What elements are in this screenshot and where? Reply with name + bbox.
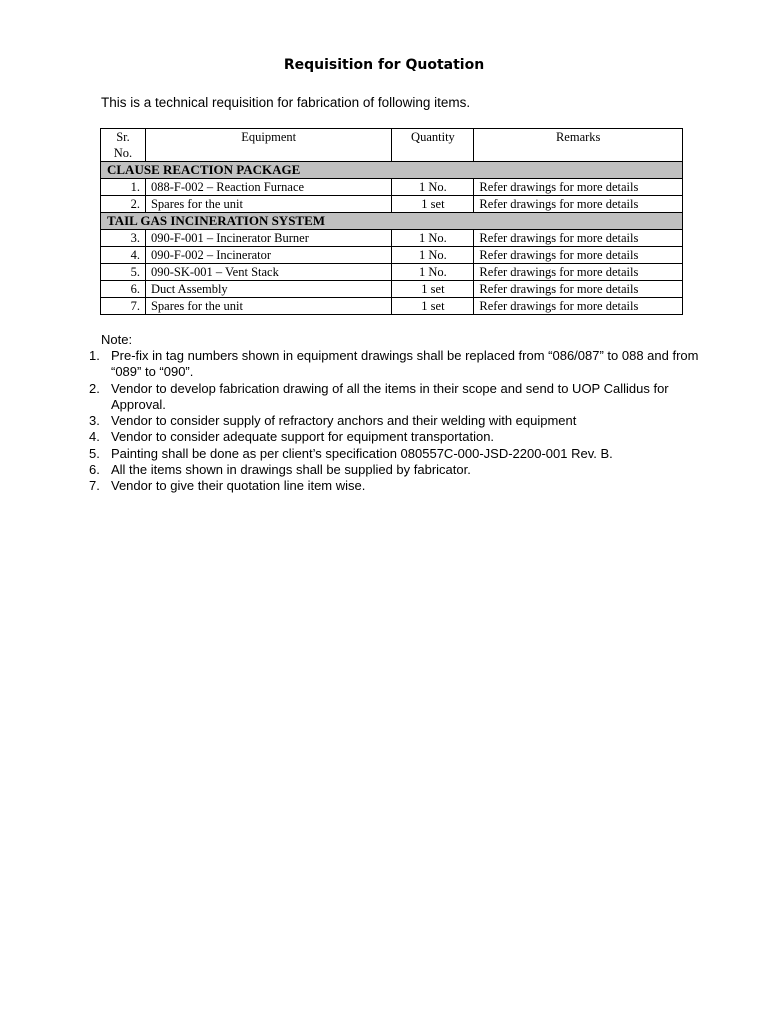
- note-number: 3.: [89, 413, 100, 429]
- cell-equipment: Spares for the unit: [145, 196, 392, 213]
- note-number: 4.: [89, 429, 100, 445]
- list-item: [89, 413, 699, 429]
- header-remarks: Remarks: [474, 129, 683, 162]
- document-title: Requisition for Quotation: [283, 57, 485, 73]
- cell-quantity: 1 set: [392, 281, 474, 298]
- table-header-row: [101, 129, 683, 162]
- cell-quantity: 1 No.: [392, 247, 474, 264]
- section-row: [101, 213, 683, 230]
- note-text: Painting shall be done as per client’s specification 080557C-000-JSD-2200-001 Rev. B.: [111, 445, 613, 461]
- cell-quantity: 1 No.: [392, 179, 474, 196]
- note-number: 2.: [89, 380, 100, 396]
- note-text: Vendor to consider supply of refractory anchors and their welding with equipment: [111, 413, 577, 429]
- header-quantity: Quantity: [392, 129, 474, 162]
- section-row: [101, 162, 683, 179]
- list-item: [89, 429, 699, 445]
- cell-sr: 4.: [101, 247, 146, 264]
- note-text: All the items shown in drawings shall be supplied by fabricator.: [111, 462, 471, 478]
- cell-equipment: 088-F-002 – Reaction Furnace: [145, 179, 392, 196]
- cell-sr: 2.: [101, 196, 146, 213]
- requisition-table: [100, 128, 683, 315]
- table-row: [101, 298, 683, 315]
- cell-quantity: 1 set: [392, 196, 474, 213]
- list-item: [89, 381, 699, 414]
- note-text: Vendor to consider adequate support for equipment transportation.: [111, 429, 495, 445]
- table-row: [101, 281, 683, 298]
- cell-remarks: Refer drawings for more details: [474, 179, 683, 196]
- cell-sr: 1.: [101, 179, 146, 196]
- cell-equipment: 090-F-001 – Incinerator Burner: [145, 230, 392, 247]
- note-text: Vendor to give their quotation line item wise.: [111, 478, 366, 494]
- notes-list: [89, 348, 699, 495]
- intro-text: This is a technical requisition for fabrication of following items.: [101, 95, 471, 110]
- cell-sr: 3.: [101, 230, 146, 247]
- note-label: Note:: [101, 332, 133, 347]
- note-text: Vendor to develop fabrication drawing of all the items in their scope and send to UOP Callidus for Approval.: [111, 380, 669, 412]
- cell-equipment: 090-SK-001 – Vent Stack: [145, 264, 392, 281]
- section-title: TAIL GAS INCINERATION SYSTEM: [101, 213, 683, 230]
- table-row: [101, 230, 683, 247]
- note-number: 1.: [89, 348, 100, 363]
- table-row: [101, 196, 683, 213]
- cell-remarks: Refer drawings for more details: [474, 247, 683, 264]
- cell-quantity: 1 No.: [392, 230, 474, 247]
- cell-equipment: 090-F-002 – Incinerator: [145, 247, 392, 264]
- table-row: [101, 247, 683, 264]
- table-row: [101, 264, 683, 281]
- list-item: [89, 348, 699, 381]
- header-equipment: Equipment: [145, 129, 392, 162]
- note-number: 7.: [89, 478, 100, 494]
- cell-quantity: 1 No.: [392, 264, 474, 281]
- list-item: [89, 478, 699, 494]
- note-number: 6.: [89, 462, 100, 478]
- section-title: CLAUSE REACTION PACKAGE: [101, 162, 683, 179]
- cell-remarks: Refer drawings for more details: [474, 264, 683, 281]
- cell-equipment: Spares for the unit: [145, 298, 392, 315]
- cell-remarks: Refer drawings for more details: [474, 298, 683, 315]
- cell-quantity: 1 set: [392, 298, 474, 315]
- note-number: 5.: [89, 445, 100, 461]
- header-sr-no: Sr. No.: [101, 129, 146, 162]
- cell-sr: 7.: [101, 298, 146, 315]
- cell-sr: 6.: [101, 281, 146, 298]
- list-item: [89, 462, 699, 478]
- cell-sr: 5.: [101, 264, 146, 281]
- cell-remarks: Refer drawings for more details: [474, 230, 683, 247]
- cell-remarks: Refer drawings for more details: [474, 196, 683, 213]
- table-row: [101, 179, 683, 196]
- note-text: Pre-fix in tag numbers shown in equipment drawings shall be replaced from “086/087” to 088 and from “089” to “090”.: [111, 348, 699, 380]
- cell-remarks: Refer drawings for more details: [474, 281, 683, 298]
- list-item: [89, 446, 699, 462]
- cell-equipment: Duct Assembly: [145, 281, 392, 298]
